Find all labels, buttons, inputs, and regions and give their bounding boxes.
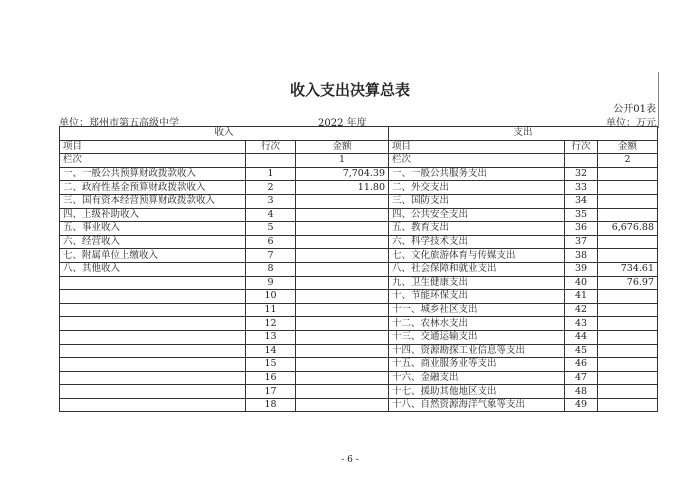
header-amount: 金额 [598,140,658,154]
table-row [60,303,658,317]
cell-in-amt [296,344,389,358]
cell-ex-item: 十五、商业服务业等支出 [389,358,565,372]
cell-in-item [60,290,246,304]
cell-in-no: 1 [246,167,296,181]
cell-ex-item: 十三、交通运输支出 [389,330,565,344]
table-row [60,249,658,263]
section-header-row [60,127,658,141]
cell-ex-no: 36 [565,222,598,236]
cell-ex-amt [598,208,658,222]
cell-ex-amt [598,303,658,317]
unit-money: 单位：万元 [606,118,656,129]
empty-cell [565,154,598,168]
cell-in-amt: 7,704.39 [296,167,389,181]
page-title: 收入支出决算总表 [289,81,410,99]
cell-ex-no: 34 [565,194,598,208]
cell-in-no: 4 [246,208,296,222]
col-label: 栏次 [389,154,565,168]
cell-ex-no: 35 [565,208,598,222]
column-header-row [60,140,658,154]
cell-ex-amt [598,358,658,372]
table-row [60,344,658,358]
cell-in-item [60,358,246,372]
table-row [60,358,658,372]
cell-ex-no: 40 [565,276,598,290]
table-row [60,398,658,412]
cell-ex-amt [598,194,658,208]
cell-in-item [60,385,246,399]
cell-ex-item: 二、外交支出 [389,181,565,195]
cell-in-no: 17 [246,385,296,399]
cell-ex-amt [598,317,658,331]
cell-ex-item: 七、文化旅游体育与传媒支出 [389,249,565,263]
cell-in-item: 二、政府性基金预算财政拨款收入 [60,181,246,195]
cell-ex-no: 42 [565,303,598,317]
cell-in-no: 18 [246,398,296,412]
cell-in-no: 3 [246,194,296,208]
cell-in-no: 6 [246,235,296,249]
col-index-expense: 2 [598,154,658,168]
cell-in-no: 8 [246,262,296,276]
cell-in-amt [296,194,389,208]
cell-in-item [60,303,246,317]
cell-in-item [60,317,246,331]
cell-in-item [60,344,246,358]
column-index-row [60,154,658,168]
table-row [60,330,658,344]
cell-ex-item: 十六、金融支出 [389,371,565,385]
cell-in-amt [296,208,389,222]
cell-in-amt [296,276,389,290]
cell-ex-item: 十八、自然资源海洋气象等支出 [389,398,565,412]
income-header: 收入 [60,127,389,141]
table-row [60,262,658,276]
income-expense-table [59,126,658,412]
cell-in-item: 六、经营收入 [60,235,246,249]
cell-in-item: 七、附属单位上缴收入 [60,249,246,263]
cell-in-amt [296,398,389,412]
table-code: 公开01表 [613,104,656,115]
cell-in-no: 14 [246,344,296,358]
cell-ex-amt: 6,676.88 [598,222,658,236]
cell-ex-amt [598,290,658,304]
table-row [60,167,658,181]
cell-ex-amt [598,249,658,263]
header-row-no: 行次 [565,140,598,154]
cell-ex-amt [598,181,658,195]
table-row [60,276,658,290]
cell-ex-amt [598,371,658,385]
table-row [60,235,658,249]
cell-ex-no: 43 [565,317,598,331]
cell-ex-no: 41 [565,290,598,304]
cell-ex-amt [598,385,658,399]
cell-ex-no: 39 [565,262,598,276]
table-row [60,222,658,236]
cell-in-amt [296,249,389,263]
cell-in-item [60,371,246,385]
header-item: 项目 [389,140,565,154]
cell-ex-amt [598,330,658,344]
cell-in-item [60,330,246,344]
table-row [60,194,658,208]
cell-ex-no: 32 [565,167,598,181]
cell-in-amt [296,235,389,249]
cell-ex-no: 38 [565,249,598,263]
cell-in-amt [296,222,389,236]
cell-ex-item: 六、科学技术支出 [389,235,565,249]
header-row-no: 行次 [246,140,296,154]
fiscal-year: 2022 年度 [318,118,367,129]
cell-in-no: 9 [246,276,296,290]
table-row [60,290,658,304]
cell-in-no: 11 [246,303,296,317]
expense-header: 支出 [389,127,658,141]
cell-ex-item: 十一、城乡社区支出 [389,303,565,317]
cell-ex-amt [598,167,658,181]
col-label: 栏次 [60,154,246,168]
header-item: 项目 [60,140,246,154]
cell-ex-item: 十、节能环保支出 [389,290,565,304]
cell-in-amt [296,303,389,317]
cell-in-no: 15 [246,358,296,372]
cell-in-no: 16 [246,371,296,385]
cell-in-no: 5 [246,222,296,236]
header-amount: 金额 [296,140,389,154]
cell-ex-item: 一、一般公共服务支出 [389,167,565,181]
col-index-income: 1 [296,154,389,168]
empty-cell [246,154,296,168]
cell-in-item [60,276,246,290]
cell-ex-no: 49 [565,398,598,412]
cell-ex-item: 十七、援助其他地区支出 [389,385,565,399]
cell-ex-no: 45 [565,344,598,358]
cell-ex-no: 47 [565,371,598,385]
cell-ex-amt: 76.97 [598,276,658,290]
cell-ex-no: 46 [565,358,598,372]
cell-ex-item: 四、公共安全支出 [389,208,565,222]
cell-in-no: 10 [246,290,296,304]
cell-ex-item: 三、国防支出 [389,194,565,208]
cell-in-item: 八、其他收入 [60,262,246,276]
cell-in-amt [296,262,389,276]
page-edge-line [658,72,659,128]
cell-ex-amt: 734.61 [598,262,658,276]
cell-in-amt [296,330,389,344]
cell-ex-item: 五、教育支出 [389,222,565,236]
cell-ex-item: 十二、农林水支出 [389,317,565,331]
cell-in-item: 三、国有资本经营预算财政拨款收入 [60,194,246,208]
cell-ex-no: 33 [565,181,598,195]
unit-organization: 单位：郑州市第五高级中学 [59,118,179,129]
cell-ex-no: 44 [565,330,598,344]
cell-in-item [60,398,246,412]
cell-ex-item: 八、社会保障和就业支出 [389,262,565,276]
cell-ex-amt [598,398,658,412]
cell-in-amt [296,290,389,304]
cell-ex-item: 九、卫生健康支出 [389,276,565,290]
cell-ex-item: 十四、资源勘探工业信息等支出 [389,344,565,358]
cell-in-no: 2 [246,181,296,195]
cell-ex-no: 48 [565,385,598,399]
cell-in-amt [296,385,389,399]
cell-in-item: 五、事业收入 [60,222,246,236]
cell-ex-amt [598,344,658,358]
cell-in-no: 7 [246,249,296,263]
cell-ex-amt [598,235,658,249]
cell-in-amt [296,371,389,385]
cell-in-amt [296,358,389,372]
cell-in-amt [296,317,389,331]
table-row [60,371,658,385]
table-row [60,385,658,399]
table-row [60,208,658,222]
table-row [60,181,658,195]
cell-in-no: 12 [246,317,296,331]
page-number: - 6 - [341,455,359,465]
cell-in-item: 一、一般公共预算财政拨款收入 [60,167,246,181]
cell-in-no: 13 [246,330,296,344]
cell-in-item: 四、上级补助收入 [60,208,246,222]
cell-in-amt: 11.80 [296,181,389,195]
cell-ex-no: 37 [565,235,598,249]
table-row [60,317,658,331]
